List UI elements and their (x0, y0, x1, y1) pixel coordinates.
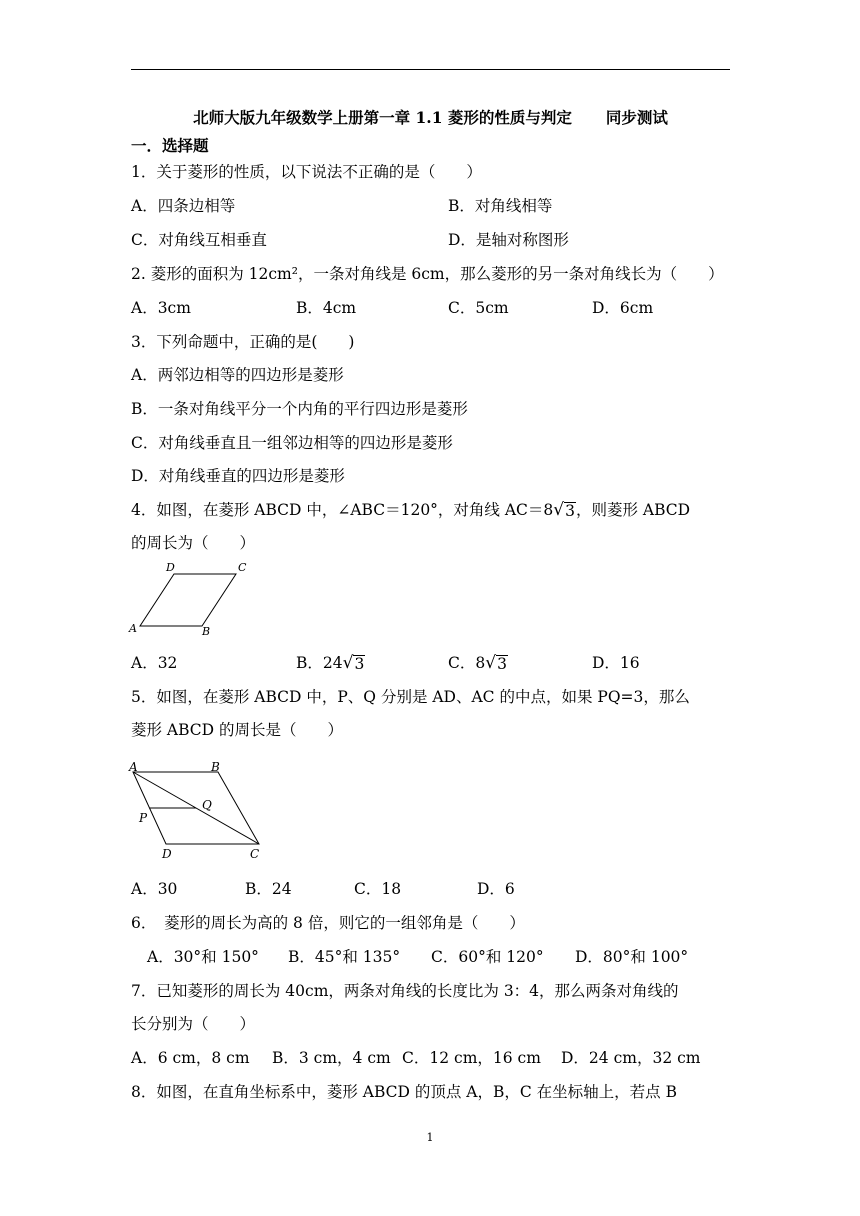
question-1-option-b: B．对角线相等 (448, 197, 553, 215)
header-rule (131, 69, 730, 70)
vertex-label-c: C (238, 561, 247, 574)
question-4-option-a: A．32 (131, 654, 178, 672)
question-7-stem: 7．已知菱形的周长为 40cm，两条对角线的长度比为 3：4，那么两条对角线的 (131, 982, 679, 1000)
question-8-stem: 8．如图，在直角坐标系中，菱形 ABCD 的顶点 A，B，C 在坐标轴上，若点 B (131, 1083, 677, 1101)
question-5-option-a: A．30 (131, 880, 178, 898)
vertex-label-a: A (129, 622, 137, 635)
question-5-option-d: D．6 (477, 880, 515, 898)
question-3-option-a: A．两邻边相等的四边形是菱形 (131, 366, 344, 384)
question-4-option-c: C．8 √ 3 (448, 653, 507, 673)
question-7-option-c: C．12 cm，16 cm (402, 1049, 541, 1067)
question-3-option-c: C．对角线垂直且一组邻边相等的四边形是菱形 (131, 434, 453, 452)
question-6-option-b: B．45°和 135° (288, 948, 401, 966)
page-title (131, 106, 730, 128)
sqrt-symbol: √ 3 (342, 653, 365, 673)
point-label-p: P (139, 811, 148, 825)
title-suffix: 同步测试 (605, 108, 668, 127)
rhombus-outline (140, 574, 236, 626)
question-1-stem: 1．关于菱形的性质，以下说法不正确的是（ ） (131, 163, 482, 181)
question-2-option-d: D．6cm (592, 299, 654, 317)
question-4-stem-b: ，则菱形 ABCD (576, 501, 691, 519)
point-label-q: Q (202, 798, 212, 812)
vertex-label-b: B (202, 625, 211, 638)
question-1-option-d: D．是轴对称图形 (448, 231, 569, 249)
title-main: 北师大版九年级数学上册第一章 1.1 菱形的性质与判定 (193, 108, 572, 127)
question-7-stem-line2: 长分别为（ ） (131, 1015, 256, 1033)
question-6-option-a: A．30°和 150° (147, 948, 259, 966)
page-number: 1 (426, 1131, 434, 1144)
rhombus-figure-q5 (126, 758, 266, 862)
question-2-option-c: C．5cm (448, 299, 509, 317)
vertex-label-d: D (166, 561, 175, 574)
question-5-option-b: B．24 (245, 880, 292, 898)
question-5-option-c: C．18 (354, 880, 402, 898)
question-2-option-b: B．4cm (296, 299, 357, 317)
question-7-option-d: D．24 cm，32 cm (561, 1049, 701, 1067)
question-4-stem-a: 4．如图，在菱形 ABCD 中，∠ABC＝120°，对角线 AC＝8 (131, 501, 554, 519)
vertex-label-b: B (211, 760, 220, 774)
vertex-label-c: C (250, 847, 260, 861)
question-2-option-a: A．3cm (131, 299, 191, 317)
vertex-label-d: D (162, 847, 172, 861)
question-5-stem: 5．如图，在菱形 ABCD 中，P、Q 分别是 AD、AC 的中点，如果 PQ=3，那么 (131, 688, 690, 706)
question-6-option-c: C．60°和 120° (431, 948, 544, 966)
question-3-option-b: B．一条对角线平分一个内角的平行四边形是菱形 (131, 400, 468, 418)
question-3-stem: 3．下列命题中，正确的是( ) (131, 333, 355, 351)
question-5-stem-line2: 菱形 ABCD 的周长是（ ） (131, 721, 344, 739)
section-heading: 一．选择题 (131, 136, 209, 155)
question-6-option-d: D．80°和 100° (575, 948, 689, 966)
question-4-stem (131, 498, 690, 520)
sqrt-symbol: √ 3 (485, 653, 507, 673)
question-6-stem: 6． 菱形的周长为高的 8 倍，则它的一组邻角是（ ） (131, 914, 525, 932)
rhombus-figure-q4 (128, 560, 252, 640)
question-2-stem: 2. 菱形的面积为 12cm²，一条对角线是 6cm，那么菱形的另一条对角线长为（ ） (131, 265, 724, 283)
vertex-label-a: A (129, 760, 138, 774)
sqrt-symbol: √ 3 (553, 500, 575, 520)
question-1-option-c: C．对角线互相垂直 (131, 231, 267, 249)
question-3-option-d: D．对角线垂直的四边形是菱形 (131, 467, 345, 485)
question-1-option-a: A．四条边相等 (131, 197, 236, 215)
question-7-option-a: A．6 cm，8 cm (131, 1049, 250, 1067)
question-4-option-b: B．24 √ 3 (296, 653, 365, 673)
question-7-option-b: B．3 cm，4 cm (272, 1049, 391, 1067)
question-4-option-d: D．16 (592, 654, 640, 672)
question-4-radicand: 3 (565, 501, 575, 520)
question-4-stem-line2: 的周长为（ ） (131, 534, 256, 552)
